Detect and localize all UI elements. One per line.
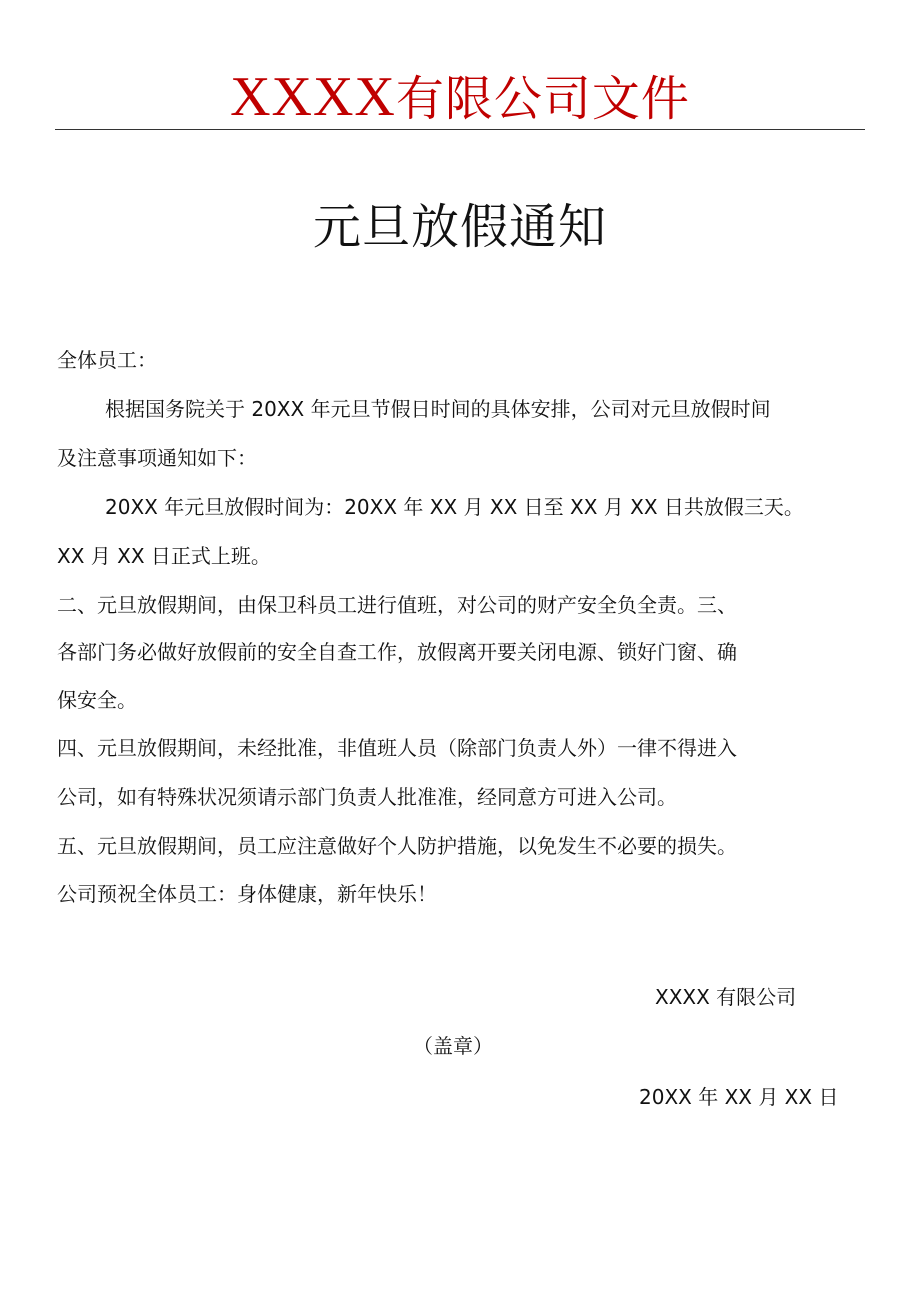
paragraph-1-line-2: 及注意事项通知如下： [57, 446, 257, 470]
closing-line: 公司预祝全体员工：身体健康，新年快乐！ [57, 882, 437, 906]
signature-seal: （盖章） [413, 1034, 493, 1058]
signature-date: 20XX 年 XX 月 XX 日 [639, 1085, 839, 1109]
company-header [0, 62, 920, 134]
company-header-latin: XXXX [230, 66, 396, 128]
item-4-line-2: 公司，如有特殊状况须请示部门负责人批准准，经同意方可进入公司。 [57, 785, 677, 809]
company-header-cjk: 有限公司文件 [395, 71, 690, 127]
item-2-line: 二、元旦放假期间，由保卫科员工进行值班，对公司的财产安全负全责。三、 [57, 593, 737, 617]
document-title: 元旦放假通知 [312, 199, 607, 255]
item-5-line: 五、元旦放假期间，员工应注意做好个人防护措施，以免发生不必要的损失。 [57, 834, 737, 858]
paragraph-2-line-1: 20XX 年元旦放假时间为：20XX 年 XX 月 XX 日至 XX 月 XX 日共放假三天。 [105, 495, 804, 519]
item-3-line-3: 保安全。 [57, 688, 137, 712]
header-divider [55, 129, 865, 130]
salutation: 全体员工： [57, 348, 157, 372]
item-4-line-1: 四、元旦放假期间，未经批准，非值班人员（除部门负责人外）一律不得进入 [57, 736, 737, 760]
item-3-line-2: 各部门务必做好放假前的安全自查工作，放假离开要关闭电源、锁好门窗、确 [57, 640, 737, 664]
signature-company: XXXX 有限公司 [655, 985, 797, 1009]
paragraph-2-line-2: XX 月 XX 日正式上班。 [57, 544, 271, 568]
paragraph-1-line-1: 根据国务院关于 20XX 年元旦节假日时间的具体安排，公司对元旦放假时间 [105, 397, 771, 421]
